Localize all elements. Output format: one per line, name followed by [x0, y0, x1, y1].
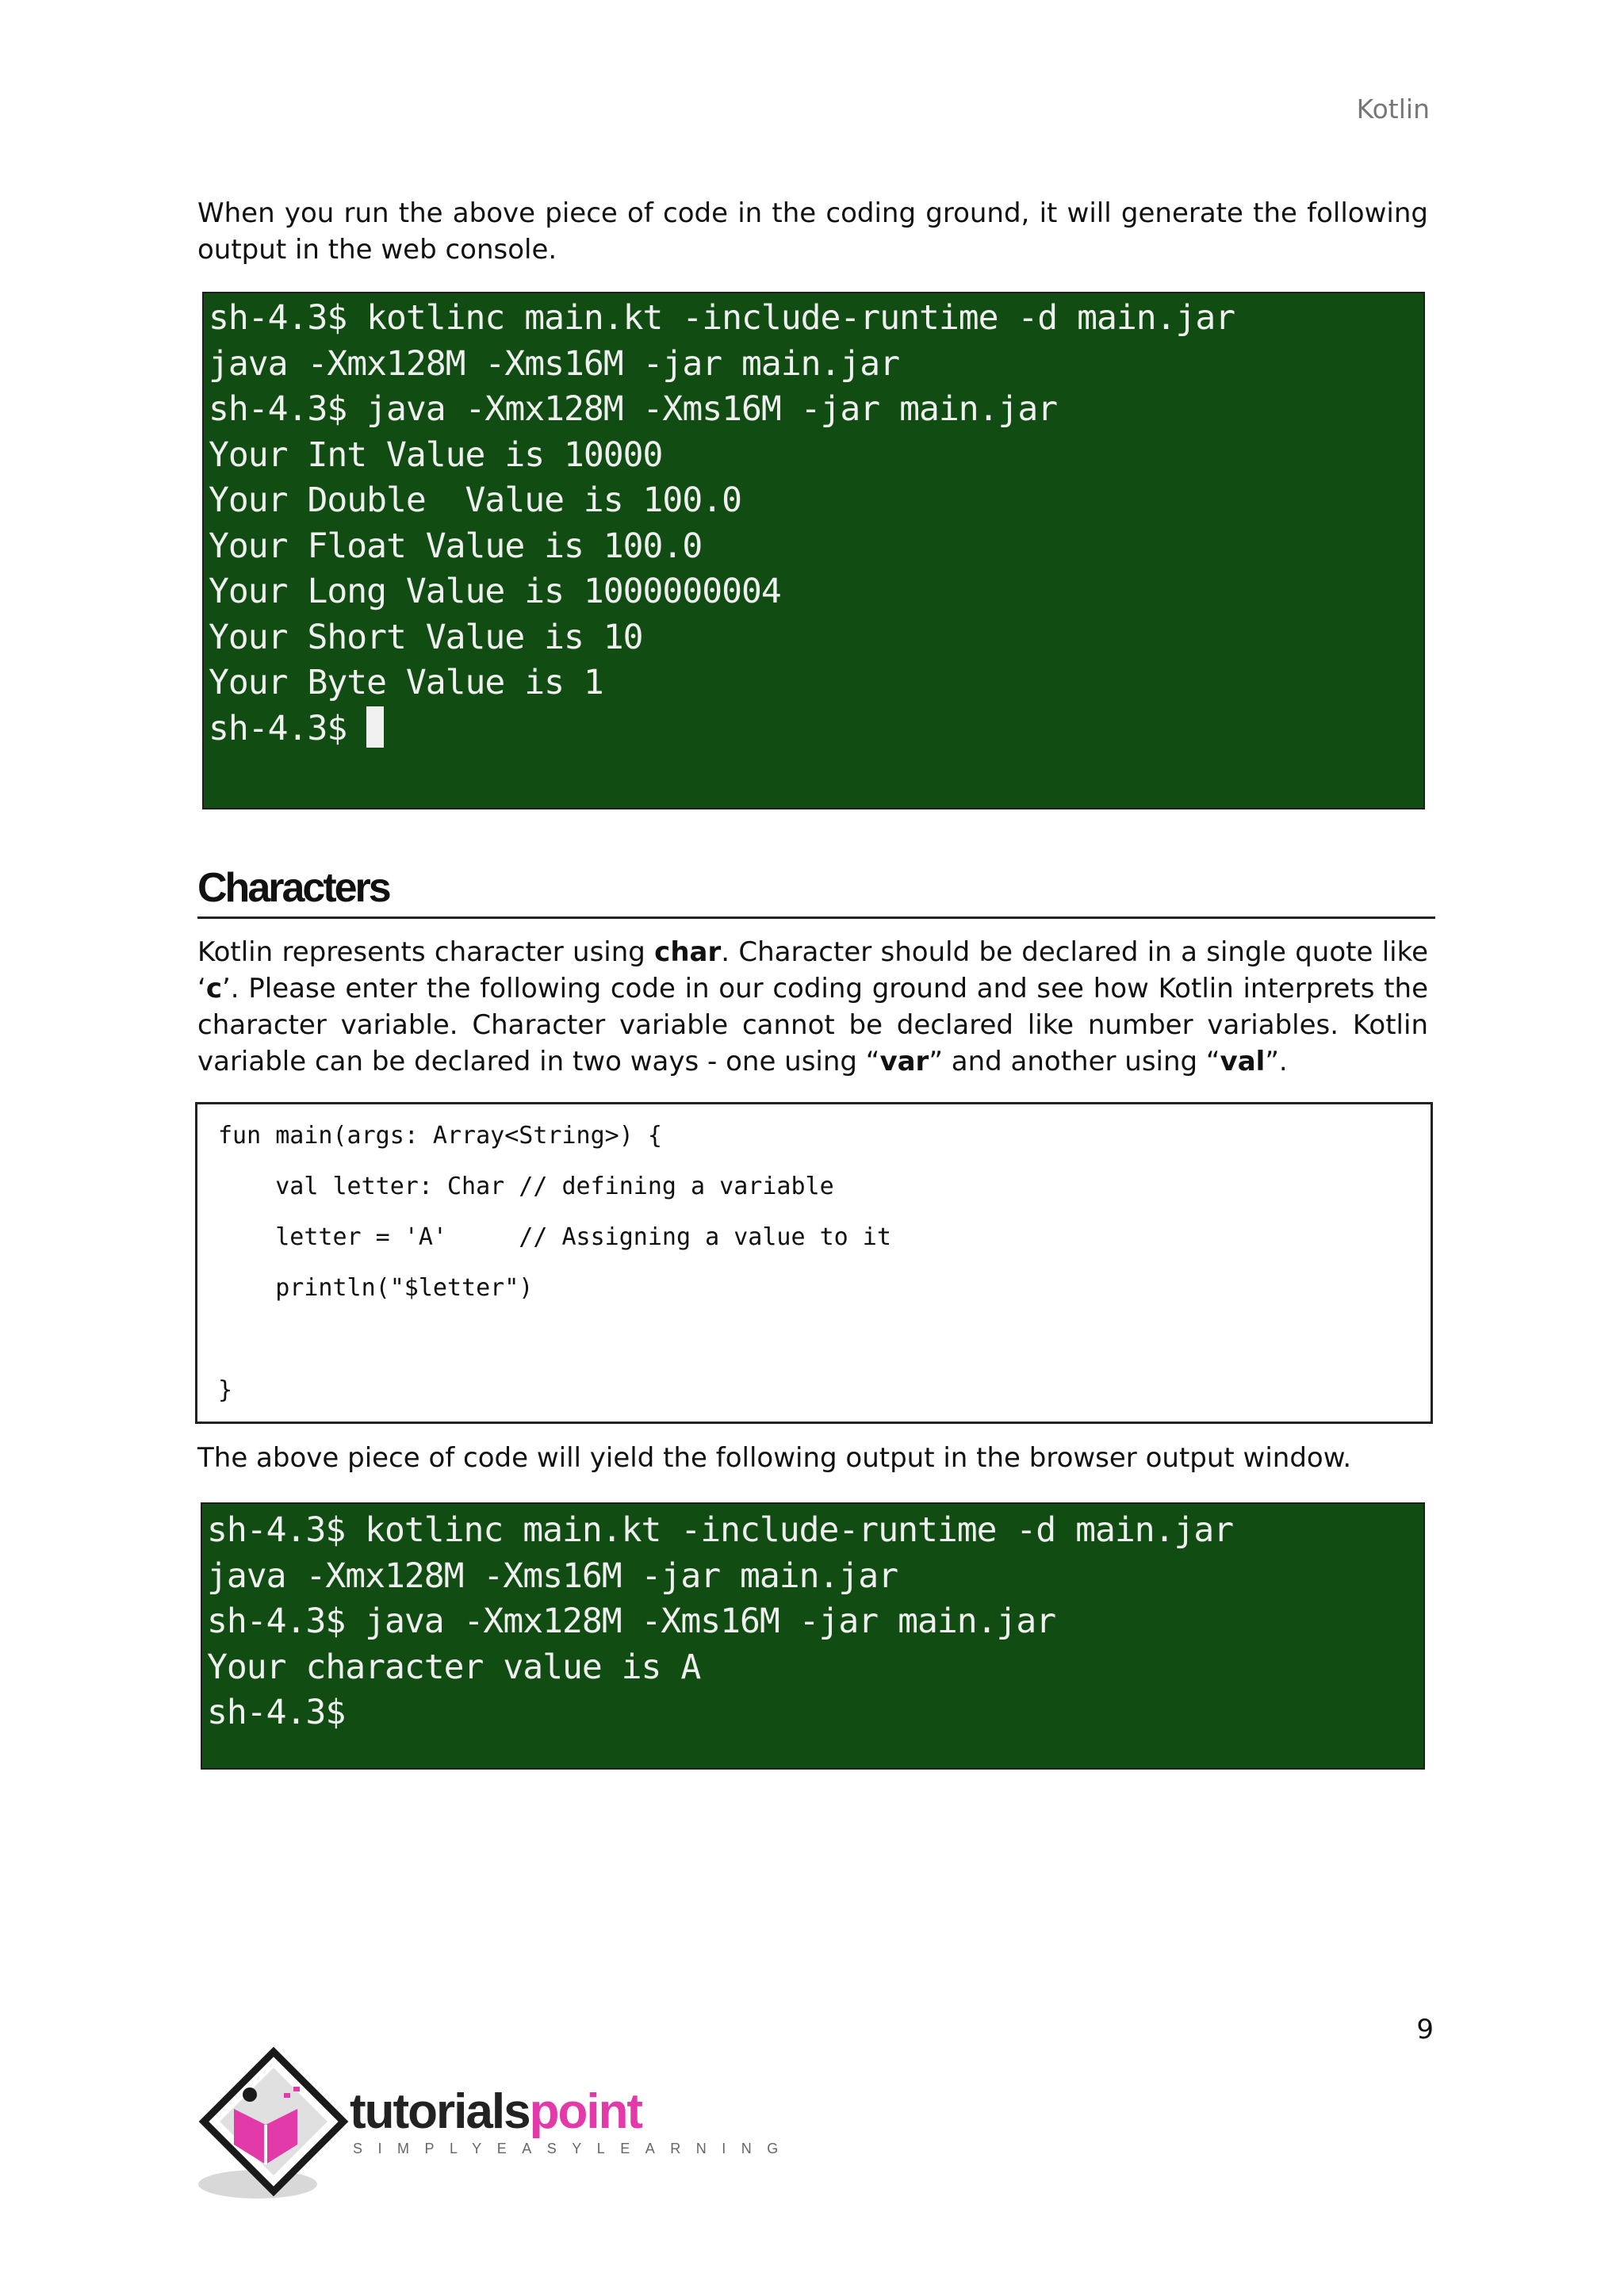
text-line: output in the web console.	[197, 234, 557, 266]
console-line: Your Double Value is 100.0	[209, 480, 741, 520]
console-line: Your Long Value is 1000000004	[209, 572, 781, 611]
console-line: sh-4.3$ kotlinc main.kt -include-runtime -d main.jar	[209, 298, 1235, 338]
logo-word-tutorials: tutorials	[350, 2084, 530, 2139]
console-line: sh-4.3$	[207, 1693, 346, 1732]
code-block	[195, 1102, 1433, 1424]
output-intro	[197, 1440, 1428, 1476]
logo-tagline: SIMPLYEASYLEARNING	[353, 2141, 794, 2156]
text-line: character variable. Character variable cannot be declared like number variables. Kotlin	[197, 1009, 1428, 1041]
console-line: sh-4.3$ java -Xmx128M -Xms16M -jar main.jar	[207, 1601, 1056, 1641]
logo-word-point: point	[529, 2084, 642, 2139]
console-output-2	[201, 1502, 1425, 1770]
console-line: Your Short Value is 10	[209, 617, 643, 657]
text-line: variable can be declared in two ways - one using “var” and another using “val”.	[197, 1046, 1288, 1077]
prompt: sh-4.3$	[209, 708, 367, 748]
code-line: }	[218, 1376, 233, 1404]
console-line: Your Float Value is 100.0	[209, 526, 703, 566]
console-line: java -Xmx128M -Xms16M -jar main.jar	[209, 343, 900, 384]
section-heading: Characters	[197, 865, 389, 911]
running-header: Kotlin	[1356, 94, 1430, 124]
console-line: Your character value is A	[207, 1647, 701, 1687]
heading-rule	[197, 916, 1435, 919]
console-line: Your Int Value is 10000	[209, 434, 663, 475]
console-line: sh-4.3$ java -Xmx128M -Xms16M -jar main.jar	[209, 389, 1058, 429]
text-line: Kotlin represents character using char. Character should be declared in a single quote like	[197, 936, 1428, 968]
console-line: java -Xmx128M -Xms16M -jar main.jar	[207, 1556, 898, 1596]
console-output-1	[202, 292, 1425, 809]
code-line: println("$letter")	[218, 1274, 534, 1302]
text-line: The above piece of code will yield the following output in the browser output window.	[197, 1442, 1352, 1474]
text-line: When you run the above piece of code in the coding ground, it will generate the following	[197, 197, 1428, 229]
code-line: letter = 'A' // Assigning a value to it	[218, 1223, 891, 1251]
text-line: ‘c’. Please enter the following code in our coding ground and see how Kotlin interprets the	[197, 973, 1428, 1004]
code-line: fun main(args: Array<String>) {	[218, 1122, 662, 1150]
cursor-icon	[366, 706, 384, 748]
characters-description	[197, 934, 1428, 1080]
console-prompt-line	[204, 706, 1423, 752]
logo-book-icon	[194, 2045, 369, 2204]
code-line: val letter: Char // defining a variable	[218, 1173, 834, 1200]
tutorialspoint-logo	[194, 2045, 794, 2204]
page-number: 9	[1416, 2014, 1434, 2045]
intro-paragraph	[197, 195, 1428, 268]
console-line: sh-4.3$ kotlinc main.kt -include-runtime -d main.jar	[207, 1510, 1234, 1550]
console-line: Your Byte Value is 1	[209, 663, 603, 702]
